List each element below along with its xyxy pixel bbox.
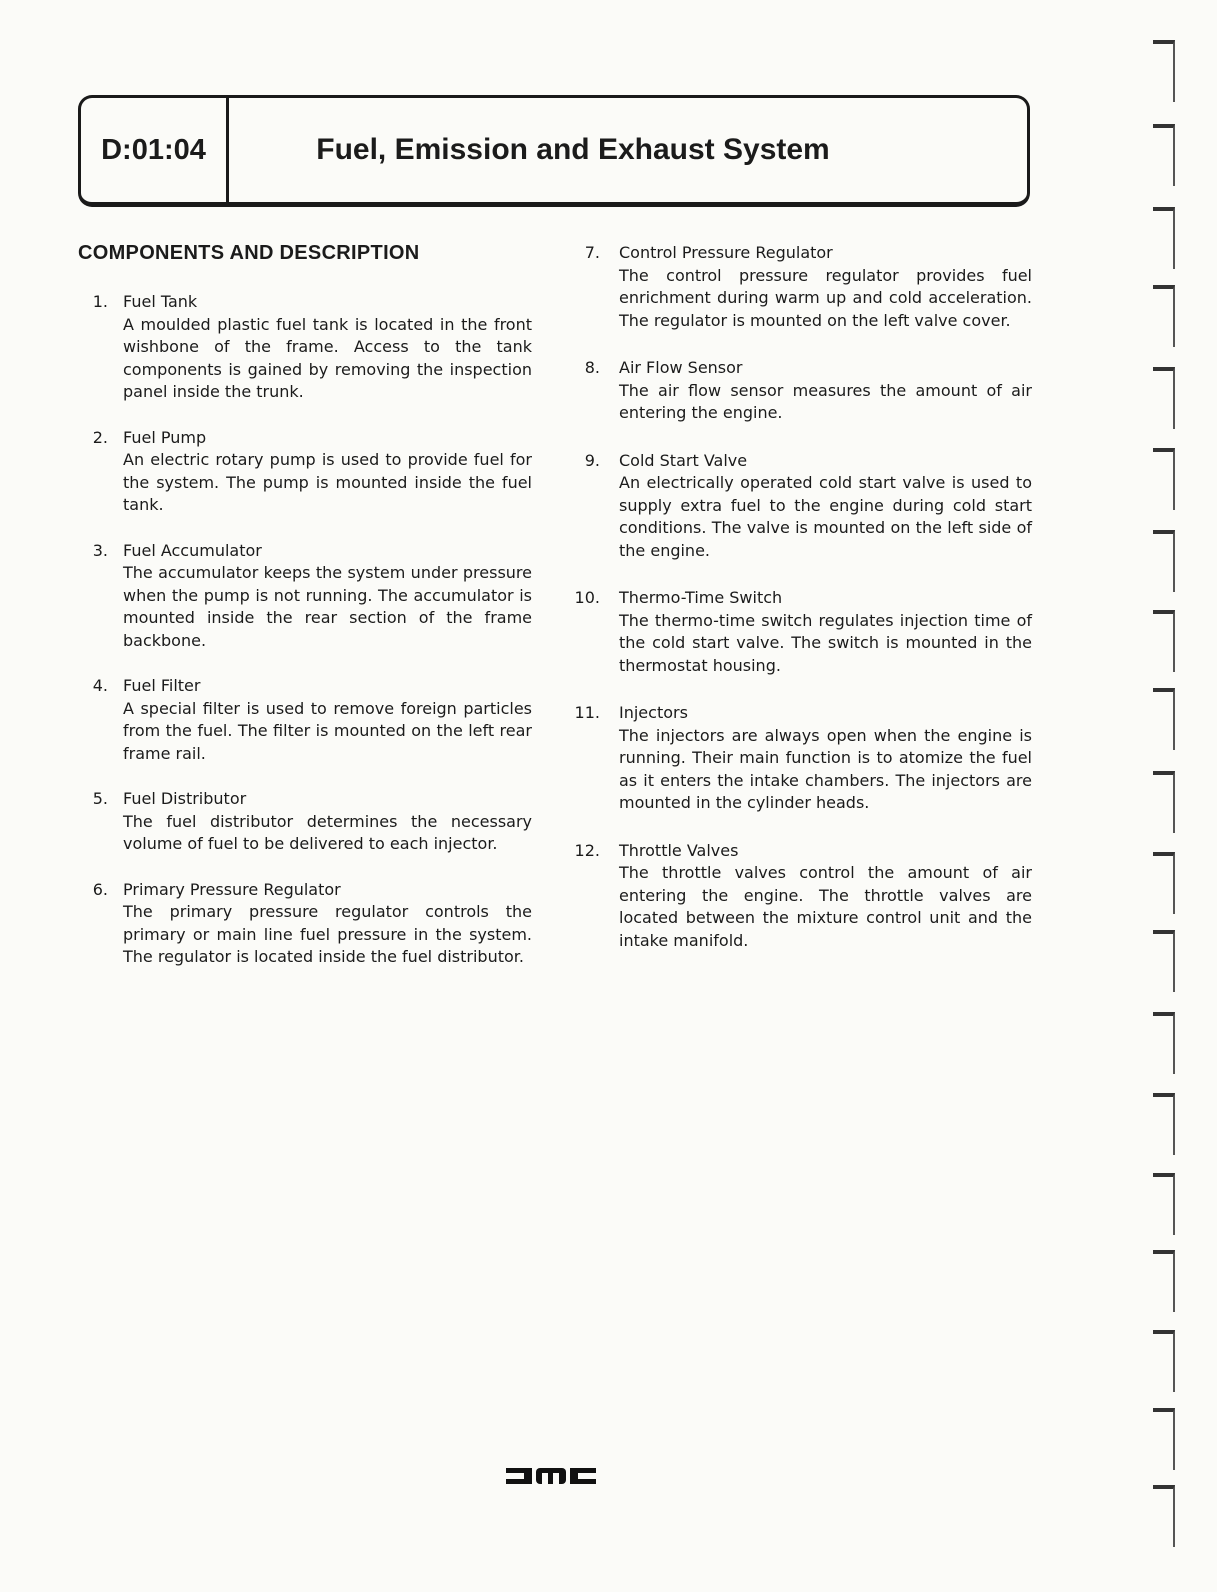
- item-name: Thermo-Time Switch: [619, 588, 783, 607]
- list-item: [80, 540, 532, 653]
- item-number: 1.: [92, 292, 108, 311]
- index-tab: [1153, 1330, 1175, 1392]
- item-name: Fuel Pump: [123, 427, 207, 447]
- list-item: [570, 357, 1032, 425]
- index-tab: [1153, 688, 1175, 750]
- page-title: Fuel, Emission and Exhaust System: [316, 133, 830, 166]
- section-code: D:01:04: [81, 98, 229, 202]
- item-name: Fuel Distributor: [123, 789, 247, 808]
- item-description: The fuel distributor determines the necessary volume of fuel to be delivered to each injector.: [123, 811, 532, 853]
- index-tab: [1153, 40, 1175, 102]
- item-number: 11.: [574, 703, 600, 722]
- index-tab: [1153, 448, 1175, 510]
- item-description: The air flow sensor measures the amount of air entering the engine.: [619, 380, 1032, 422]
- list-item: [80, 291, 532, 404]
- dmc-logo-icon: [506, 1465, 596, 1487]
- list-item: [570, 587, 1032, 677]
- item-number: 3.: [92, 540, 108, 560]
- index-tab: [1153, 1485, 1175, 1547]
- item-number: 4.: [92, 676, 108, 695]
- index-tab: [1153, 930, 1175, 992]
- item-name: Cold Start Valve: [619, 450, 748, 470]
- index-tab: [1153, 852, 1175, 914]
- item-number: 7.: [584, 243, 600, 262]
- list-item: [570, 450, 1032, 563]
- item-name: Throttle Valves: [619, 840, 739, 860]
- item-number: 9.: [584, 450, 600, 470]
- item-number: 5.: [92, 789, 108, 808]
- list-item: [570, 242, 1032, 332]
- index-tab: [1153, 1012, 1175, 1074]
- item-description: The injectors are always open when the engine is running. Their main function is to atomize the fuel as it enters the intake chambers. The injectors are mounted in the cylinder heads.: [619, 725, 1032, 812]
- item-name: Primary Pressure Regulator: [123, 879, 341, 899]
- item-description: A special filter is used to remove foreign particles from the fuel. The filter is mounted on the left rear frame rail.: [123, 698, 532, 763]
- item-number: 2.: [92, 427, 108, 447]
- list-item: [80, 788, 532, 856]
- list-item: [570, 702, 1032, 815]
- index-tab: [1153, 1408, 1175, 1470]
- index-tab: [1153, 124, 1175, 186]
- item-name: Fuel Tank: [123, 292, 198, 311]
- item-name: Control Pressure Regulator: [619, 243, 833, 262]
- item-description: An electric rotary pump is used to provide fuel for the system. The pump is mounted inside the fuel tank.: [123, 450, 532, 514]
- item-number: 6.: [92, 879, 108, 899]
- item-name: Fuel Accumulator: [123, 540, 262, 560]
- item-name: Air Flow Sensor: [619, 358, 743, 377]
- list-item: [570, 840, 1032, 953]
- index-tab: [1153, 1250, 1175, 1312]
- index-tabs: [1153, 40, 1193, 1560]
- index-tab: [1153, 771, 1175, 833]
- index-tab: [1153, 530, 1175, 592]
- item-description: A moulded plastic fuel tank is located in the front wishbone of the frame. Access to the tank components is gained by removing the inspection panel inside the trunk.: [123, 314, 532, 401]
- index-tab: [1153, 367, 1175, 429]
- right-column: [570, 242, 1032, 977]
- list-item: [80, 675, 532, 765]
- item-number: 8.: [584, 358, 600, 377]
- item-description: The control pressure regulator provides fuel enrichment during warm up and cold acceleration. The regulator is mounted on the left valve cover.: [619, 265, 1032, 330]
- index-tab: [1153, 1093, 1175, 1155]
- item-name: Fuel Filter: [123, 676, 201, 695]
- item-description: The throttle valves control the amount of air entering the engine. The throttle valves are located between the mixture control unit and the intake manifold.: [619, 863, 1032, 950]
- list-item: [80, 427, 532, 517]
- index-tab: [1153, 207, 1175, 269]
- index-tab: [1153, 285, 1175, 347]
- list-item: [80, 879, 532, 969]
- header-box: [78, 95, 1030, 207]
- item-number: 10.: [574, 588, 600, 607]
- index-tab: [1153, 610, 1175, 672]
- left-column: [80, 291, 532, 992]
- item-description: An electrically operated cold start valve is used to supply extra fuel to the engine during cold start conditions. The valve is mounted on the left side of the engine.: [619, 473, 1032, 560]
- item-description: The thermo-time switch regulates injection time of the cold start valve. The switch is mounted in the thermostat housing.: [619, 610, 1032, 675]
- item-number: 12.: [574, 840, 600, 860]
- section-heading: COMPONENTS AND DESCRIPTION: [78, 242, 420, 264]
- item-description: The accumulator keeps the system under pressure when the pump is not running. The accumulator is mounted inside the rear section of the frame backbone.: [123, 563, 532, 650]
- item-description: The primary pressure regulator controls the primary or main line fuel pressure in the system. The regulator is located inside the fuel distributor.: [123, 902, 532, 966]
- index-tab: [1153, 1173, 1175, 1235]
- item-name: Injectors: [619, 703, 688, 722]
